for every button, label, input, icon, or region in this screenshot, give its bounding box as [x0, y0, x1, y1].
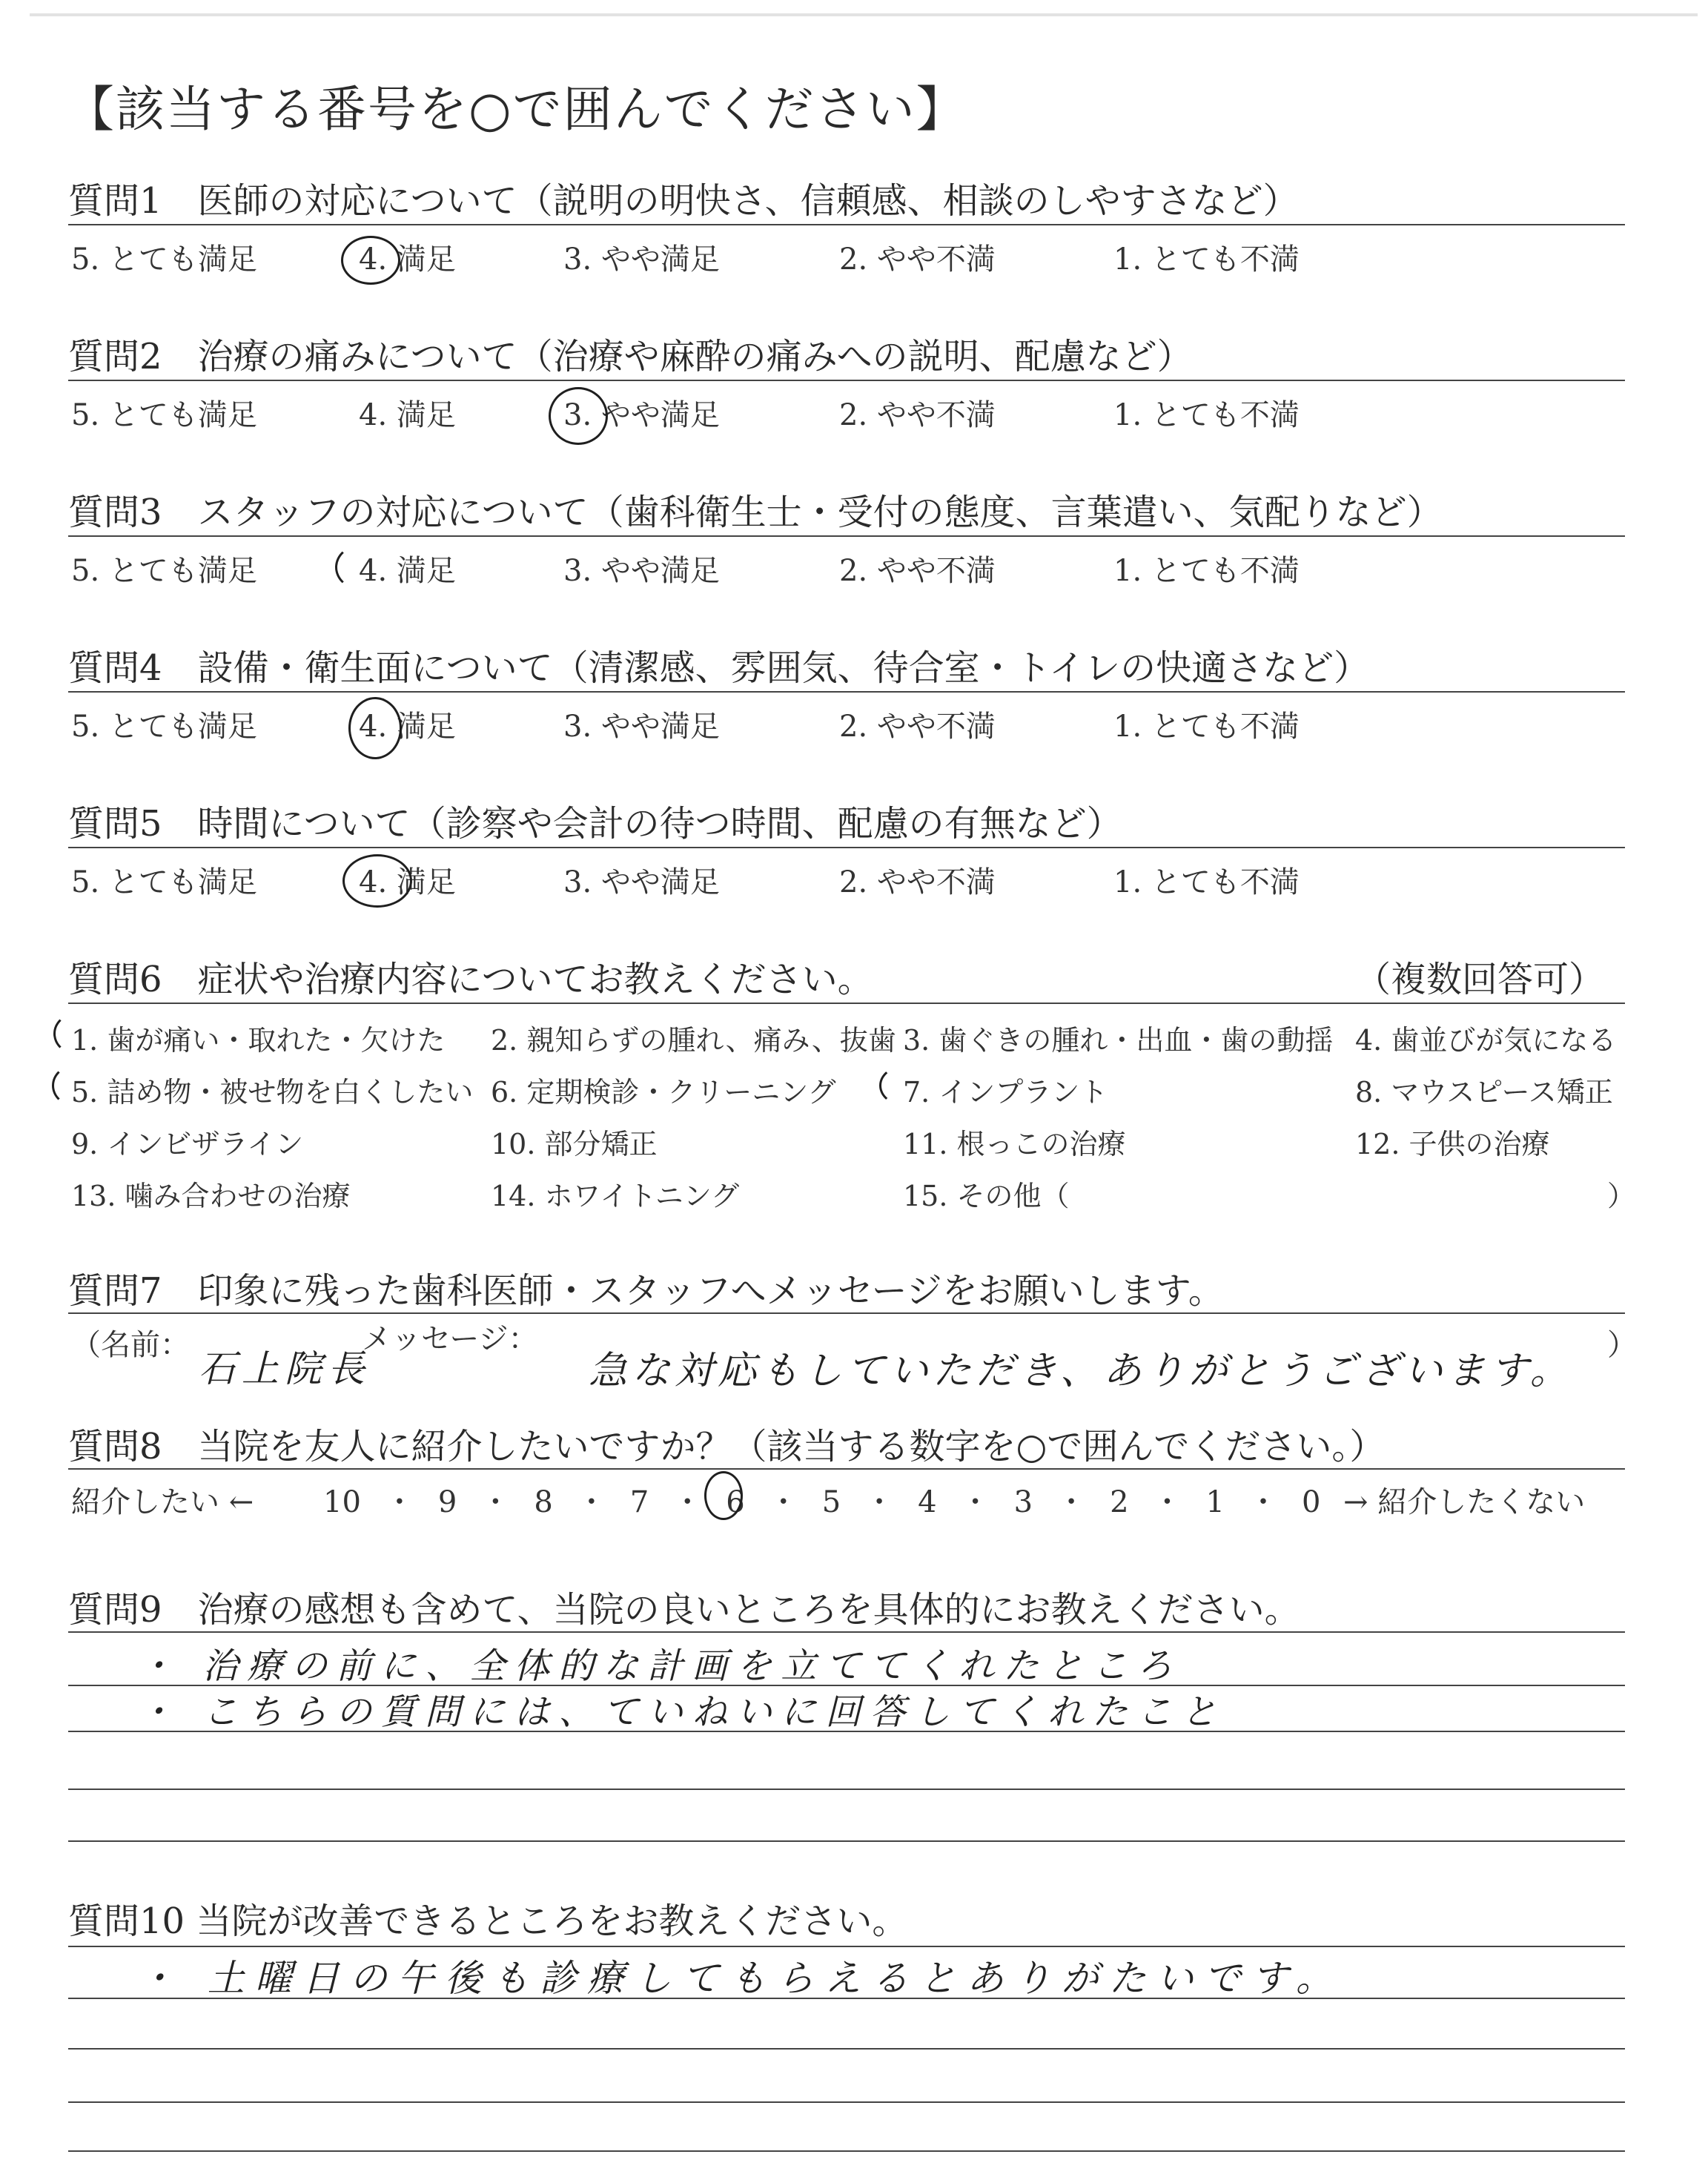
q8-dot: ・: [864, 1485, 895, 1519]
q5-option-4[interactable]: 4. 満足: [359, 865, 456, 899]
q6-multiple-note: （複数回答可）: [1355, 959, 1605, 1000]
q2-option-3[interactable]: 3. やや満足: [563, 398, 720, 432]
q4-selection-circle: [348, 697, 402, 759]
q3-options: [0, 547, 1708, 592]
q4-options: [0, 703, 1708, 747]
q7-close-paren: ）: [1607, 1328, 1637, 1362]
q3-title: 質問3 スタッフの対応について（歯科衛生士・受付の態度、言葉遣い、気配りなど）: [68, 492, 1443, 533]
q7-rule: [68, 1312, 1625, 1314]
q8-dot: ・: [1056, 1485, 1087, 1519]
q1-selection-circle: [341, 236, 400, 285]
q6-item-9[interactable]: 9. インビザライン: [71, 1128, 304, 1160]
q9-line-1: [68, 1631, 1625, 1633]
q9-title: 質問9 治療の感想も含めて、当院の良いところを具体的にお教えください。: [68, 1589, 1300, 1631]
q2-options: [0, 392, 1708, 436]
q2-selection-circle: [549, 387, 608, 445]
q8-scale-9[interactable]: 9: [437, 1485, 457, 1519]
q8-dot: ・: [960, 1485, 990, 1519]
q2-title: 質問2 治療の痛みについて（治療や麻酔の痛みへの説明、配慮など）: [68, 336, 1193, 377]
q2-option-2[interactable]: 2. やや不満: [839, 398, 996, 432]
q8-scale-6[interactable]: 6: [726, 1485, 745, 1519]
q6-item-13[interactable]: 13. 噛み合わせの治療: [71, 1180, 351, 1212]
q7-message-label: メッセージ：: [362, 1322, 538, 1356]
q3-selection-circle: [335, 544, 387, 590]
q8-scale-4[interactable]: 4: [918, 1485, 937, 1519]
q7-name-value[interactable]: 石上院長: [199, 1347, 371, 1390]
q6-item-7[interactable]: 7. インプラント: [903, 1076, 1108, 1109]
q2-rule: [68, 380, 1625, 381]
q8-scale-8[interactable]: 8: [534, 1485, 553, 1519]
scan-edge: [30, 13, 1698, 16]
q6-title: 質問6 症状や治療内容についてお教えください。: [68, 959, 873, 1000]
q10-line-4: [68, 2101, 1625, 2103]
q6-rule: [68, 1003, 1625, 1004]
q1-title: 質問1 医師の対応について（説明の明快さ、信頼感、相談のしやすさなど）: [68, 180, 1299, 222]
q8-dot: ・: [672, 1485, 703, 1519]
q9-line-4: [68, 1789, 1625, 1790]
q10-title: 質問10 当院が改善できるところをお教えください。: [68, 1900, 908, 1942]
q10-line-1: [68, 1946, 1625, 1947]
q8-title: 質問8 当院を友人に紹介したいですか？（該当する数字を○で囲んでください。）: [68, 1426, 1386, 1467]
q8-dot: ・: [480, 1485, 511, 1519]
q3-option-2[interactable]: 2. やや不満: [839, 554, 996, 588]
q3-option-4[interactable]: 4. 満足: [359, 554, 456, 588]
q2-option-1[interactable]: 1. とても不満: [1113, 398, 1300, 432]
q6-item-8[interactable]: 8. マウスピース矯正: [1355, 1076, 1613, 1109]
q6-item-6[interactable]: 6. 定期検診・クリーニング: [491, 1076, 836, 1109]
q8-scale-1[interactable]: 1: [1205, 1485, 1225, 1519]
q1-option-3[interactable]: 3. やや満足: [563, 242, 720, 277]
q4-option-1[interactable]: 1. とても不満: [1113, 710, 1300, 744]
q1-option-4[interactable]: 4. 満足: [359, 242, 456, 277]
q3-option-5[interactable]: 5. とても満足: [71, 554, 257, 588]
q8-rule: [68, 1468, 1625, 1470]
q6-item-15[interactable]: 15. その他（: [903, 1180, 1070, 1212]
q8-scale-0[interactable]: 0: [1301, 1485, 1321, 1519]
q8-dot: ・: [1152, 1485, 1182, 1519]
q8-scale-3[interactable]: 3: [1013, 1485, 1033, 1519]
q3-rule: [68, 535, 1625, 537]
q9-line-5: [68, 1840, 1625, 1842]
q10-answer-1[interactable]: ・ 土曜日の午後も診療してもらえるとありがたいです。: [138, 1957, 1343, 2000]
q1-rule: [68, 224, 1625, 225]
q5-options: [0, 859, 1708, 903]
q6-item-5-selection-mark: [52, 1065, 96, 1106]
q6-item-10[interactable]: 10. 部分矯正: [491, 1128, 658, 1160]
q8-scale-7[interactable]: 7: [629, 1485, 649, 1519]
q8-scale-5[interactable]: 5: [821, 1485, 841, 1519]
q8-scale: [323, 1479, 1320, 1521]
q8-dot: ・: [384, 1485, 414, 1519]
q8-dot: ・: [768, 1485, 798, 1519]
q5-option-5[interactable]: 5. とても満足: [71, 865, 257, 899]
q5-rule: [68, 847, 1625, 848]
q7-message-value[interactable]: 急な対応もしていただき、ありがとうございます。: [589, 1349, 1573, 1393]
q4-option-2[interactable]: 2. やや不満: [839, 710, 996, 744]
q7-title: 質問7 印象に残った歯科医師・スタッフへメッセージをお願いします。: [68, 1270, 1224, 1312]
q5-selection-circle: [342, 854, 412, 908]
q4-title: 質問4 設備・衛生面について（清潔感、雰囲気、待合室・トイレの快適さなど）: [68, 647, 1370, 689]
q1-option-5[interactable]: 5. とても満足: [71, 242, 257, 277]
q4-option-5[interactable]: 5. とても満足: [71, 710, 257, 744]
q8-dot: ・: [576, 1485, 606, 1519]
q6-item-11[interactable]: 11. 根っこの治療: [903, 1128, 1126, 1160]
q4-rule: [68, 691, 1625, 693]
q5-option-3[interactable]: 3. やや満足: [563, 865, 720, 899]
q6-item-2[interactable]: 2. 親知らずの腫れ、痛み、抜歯: [491, 1024, 896, 1057]
q6-other-close-paren: ）: [1607, 1180, 1636, 1212]
q3-option-3[interactable]: 3. やや満足: [563, 554, 720, 588]
q6-item-12[interactable]: 12. 子供の治療: [1355, 1128, 1550, 1160]
q4-option-3[interactable]: 3. やや満足: [563, 710, 720, 744]
form-title: 【該当する番号を○で囲んでください】: [65, 81, 967, 138]
q1-option-2[interactable]: 2. やや不満: [839, 242, 996, 277]
q8-left-label: 紹介したい ←: [71, 1485, 254, 1519]
q8-right-label: → 紹介したくない: [1343, 1485, 1586, 1519]
q6-item-3[interactable]: 3. 歯ぐきの腫れ・出血・歯の動揺: [903, 1024, 1334, 1057]
q1-options: [0, 236, 1708, 280]
q8-selection-circle: [704, 1471, 743, 1520]
q4-option-4[interactable]: 4. 満足: [359, 710, 456, 744]
q5-option-2[interactable]: 2. やや不満: [839, 865, 996, 899]
q2-option-4[interactable]: 4. 満足: [359, 398, 456, 432]
q8-dot: ・: [1248, 1485, 1278, 1519]
q10-line-5: [68, 2150, 1625, 2152]
q9-answer-2[interactable]: ・ こちらの質問には、ていねいに回答してくれたこと: [138, 1691, 1226, 1733]
q1-option-1[interactable]: 1. とても不満: [1113, 242, 1300, 277]
q3-option-1[interactable]: 1. とても不満: [1113, 554, 1300, 588]
q5-title: 質問5 時間について（診察や会計の待つ時間、配慮の有無など）: [68, 803, 1122, 845]
q6-item-1[interactable]: 1. 歯が痛い・取れた・欠けた: [71, 1024, 446, 1057]
q6-item-14[interactable]: 14. ホワイトニング: [491, 1180, 740, 1212]
q2-option-5[interactable]: 5. とても満足: [71, 398, 257, 432]
q6-item-5[interactable]: 5. 詰め物・被せ物を白くしたい: [71, 1076, 474, 1109]
q6-item-1-selection-mark: [53, 1013, 98, 1054]
q8-scale-2[interactable]: 2: [1110, 1485, 1129, 1519]
q7-name-label: （名前：: [71, 1328, 190, 1362]
q6-item-7-selection-mark: [879, 1065, 931, 1106]
q9-answer-1[interactable]: ・ 治療の前に、全体的な計画を立ててくれたところ: [138, 1645, 1182, 1687]
q6-item-4[interactable]: 4. 歯並びが気になる: [1355, 1024, 1617, 1057]
q5-option-1[interactable]: 1. とても不満: [1113, 865, 1300, 899]
q8-scale-10[interactable]: 10: [323, 1485, 361, 1519]
q10-line-3: [68, 2048, 1625, 2050]
